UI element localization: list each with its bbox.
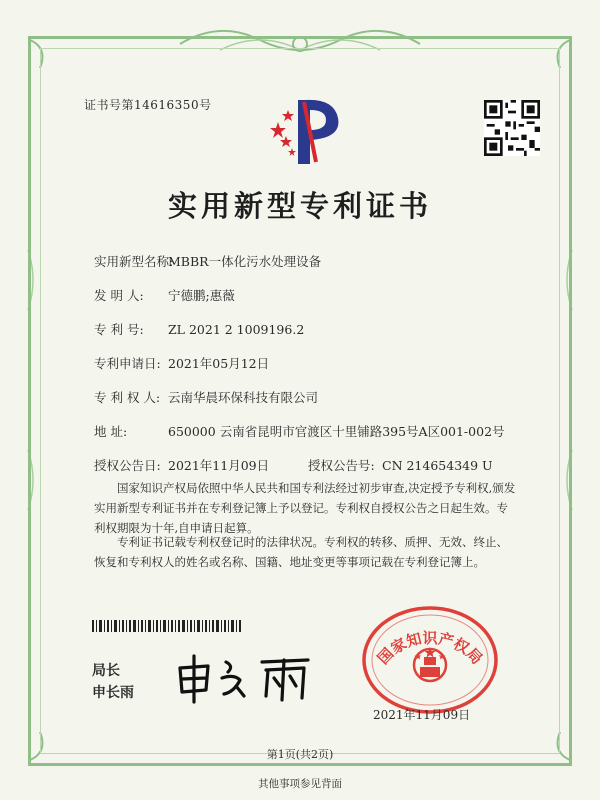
field-utility-model-name: [94, 252, 321, 270]
field-inventor: [94, 286, 235, 304]
field-application-date: [94, 354, 269, 372]
footer-note: 其他事项参见背面: [258, 778, 342, 790]
field-value: ZL 2021 2 1009196.2: [168, 322, 305, 337]
field-value: 宁德鹏;惠薇: [168, 288, 235, 303]
field-value: 2021年05月12日: [168, 356, 270, 371]
field-label: 专 利 号:: [94, 322, 144, 337]
field-grant-number: [308, 456, 493, 474]
handwritten-signature: [170, 652, 320, 704]
qr-code: [484, 100, 540, 156]
field-grant-date: [94, 456, 269, 474]
certificate-title: 实用新型专利证书: [167, 189, 432, 223]
field-address: [94, 422, 505, 440]
field-label: 专利申请日:: [94, 356, 161, 371]
field-value: CN 214654349 U: [382, 458, 493, 473]
signatory-title: 局长: [92, 663, 120, 679]
legal-status-note: 专利证书记载专利权登记时的法律状况。专利权的转移、质押、无效、终止、恢复和专利权人的姓名或名称、国籍、地址变更等事项记载在专利登记簿上。: [94, 535, 508, 569]
cnipa-emblem-icon: [264, 92, 346, 168]
field-label: 实用新型名称:: [94, 254, 174, 269]
field-label: 授权公告日:: [94, 458, 161, 473]
grant-statement: 国家知识产权局依照中华人民共和国专利法经过初步审查,决定授予专利权,颁发实用新型专利证书并在专利登记簿上予以登记。专利权自授权公告之日起生效。专利权期限为十年,自申请日起算。: [94, 481, 516, 535]
field-value: 650000 云南省昆明市官渡区十里铺路395号A区001-002号: [168, 424, 505, 439]
field-value: 2021年11月09日: [168, 458, 270, 473]
field-patent-number: [94, 320, 304, 338]
barcode: [92, 620, 242, 632]
page-number: 第1页(共2页): [266, 748, 334, 761]
field-patentee: [94, 388, 318, 406]
signatory-name: 申长雨: [92, 685, 134, 701]
seal-text: 国家知识产权局: [373, 629, 487, 668]
seal-date: 2021年11月09日: [373, 708, 471, 722]
field-label: 发 明 人:: [94, 288, 144, 303]
field-label: 授权公告号:: [308, 458, 375, 473]
official-seal-icon: [360, 605, 500, 715]
field-value: 云南华晨环保科技有限公司: [168, 390, 319, 405]
certificate-number: 证书号第14616350号: [84, 98, 212, 112]
field-label: 地 址:: [94, 424, 128, 439]
field-label: 专 利 权 人:: [94, 390, 161, 405]
field-value: MBBR一体化污水处理设备: [168, 254, 322, 269]
